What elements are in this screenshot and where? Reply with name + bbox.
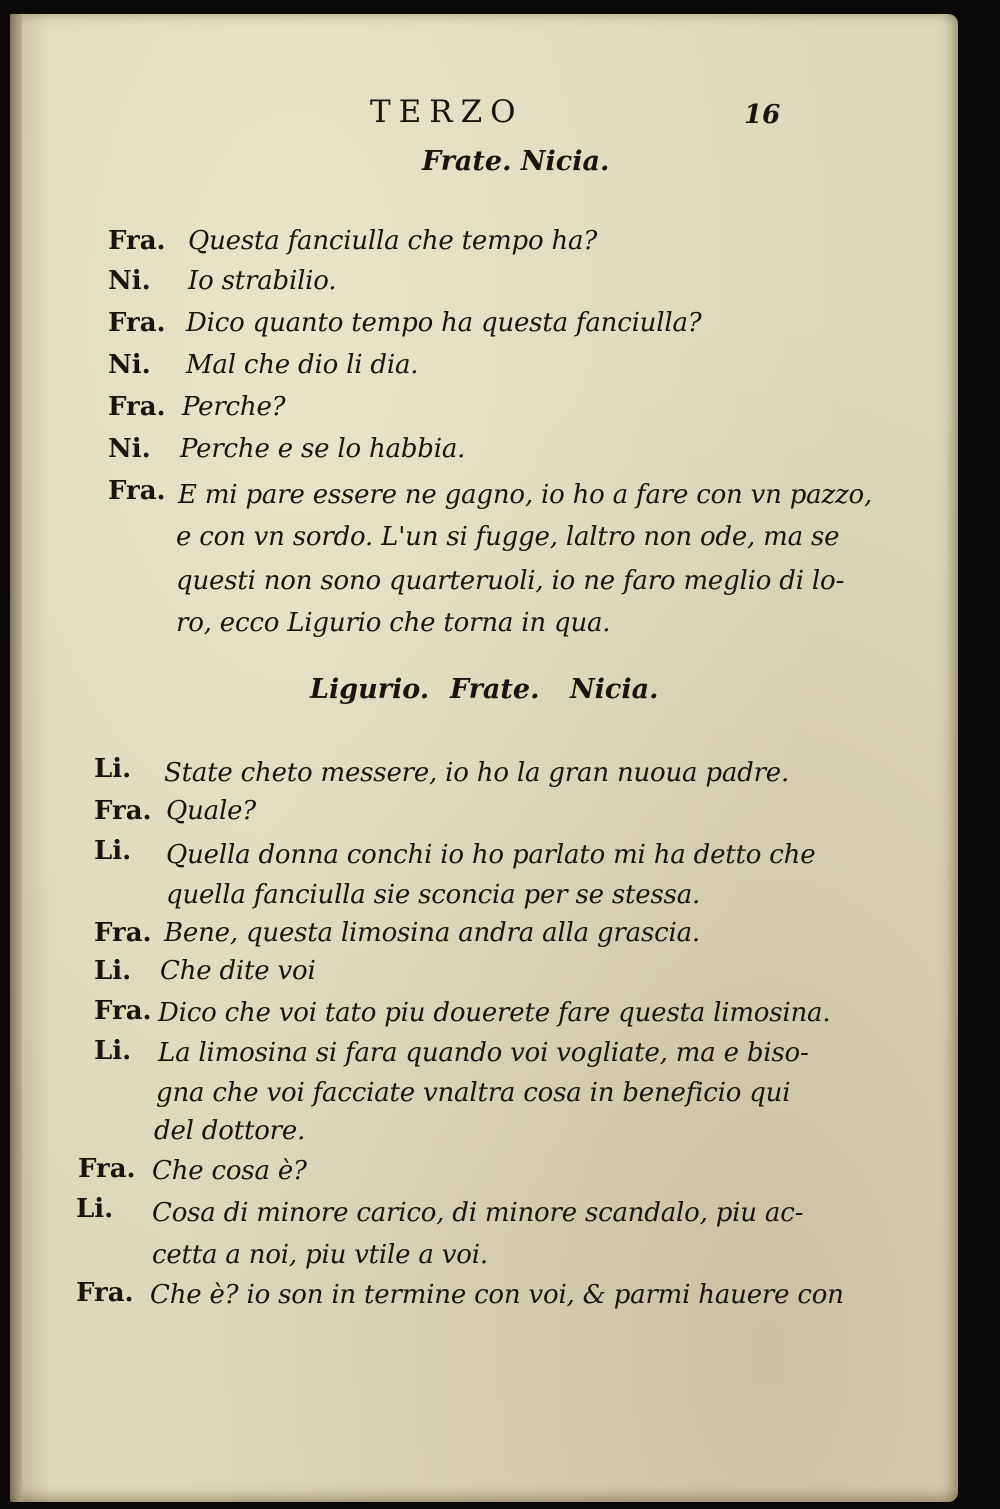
dialogue-line: La limosina si fara quando voi vogliate, ma e biso-: [158, 1038, 809, 1068]
dialogue-continuation: questi non sono quarteruoli, io ne faro meglio di lo-: [176, 566, 845, 596]
scene-heading: Frate. Nicia.: [422, 146, 610, 177]
speaker-label: Fra.: [78, 1154, 136, 1184]
scene-speaker: Ligurio.: [310, 674, 430, 705]
speaker-label: Li.: [94, 836, 132, 866]
dialogue-line: Perche e se lo habbia.: [180, 434, 466, 464]
dialogue-line: Che dite voi: [160, 956, 316, 986]
dialogue-line: E mi pare essere ne gagno, io ho a fare con vn pazzo,: [178, 480, 873, 510]
dialogue-line: Che cosa è?: [152, 1156, 307, 1186]
speaker-label: Li.: [94, 1036, 132, 1066]
dialogue-continuation: ro, ecco Ligurio che torna in qua.: [176, 608, 611, 638]
running-title: TERZO: [370, 94, 524, 130]
page-gutter: [10, 14, 22, 1502]
dialogue-continuation: e con vn sordo. L'un si fugge, laltro non ode, ma se: [176, 522, 840, 552]
speaker-label: Fra.: [108, 226, 166, 256]
dialogue-line: Questa fanciulla che tempo ha?: [188, 226, 598, 256]
speaker-label: Fra.: [94, 918, 152, 948]
dialogue-line: Bene, questa limosina andra alla grascia.: [164, 918, 700, 948]
speaker-label: Li.: [94, 754, 132, 784]
book-page: [10, 14, 958, 1502]
speaker-label: Fra.: [94, 796, 152, 826]
dialogue-line: Cosa di minore carico, di minore scandalo, piu ac-: [152, 1198, 804, 1228]
speaker-label: Ni.: [108, 434, 151, 464]
dialogue-line: del dottore.: [154, 1116, 306, 1146]
dialogue-line: Mal che dio li dia.: [186, 350, 419, 380]
dialogue-line: Perche?: [182, 392, 286, 422]
folio-number: 16: [744, 100, 781, 130]
dialogue-line: quella fanciulla sie sconcia per se stessa.: [166, 880, 701, 910]
speaker-label: Ni.: [108, 350, 151, 380]
speaker-label: Ni.: [108, 266, 151, 296]
speaker-label: Fra.: [108, 392, 166, 422]
speaker-label: Fra.: [76, 1278, 134, 1308]
dialogue-line: State cheto messere, io ho la gran nuoua padre.: [164, 758, 790, 788]
dialogue-line: Quella donna conchi io ho parlato mi ha detto che: [166, 840, 816, 870]
dialogue-line: gna che voi facciate vnaltra cosa in beneficio qui: [156, 1078, 791, 1108]
dialogue-line: cetta a noi, piu vtile a voi.: [152, 1240, 488, 1270]
dialogue-line: Io strabilio.: [188, 266, 337, 296]
scene-speaker: Frate.: [450, 674, 540, 705]
dialogue-line: Quale?: [166, 796, 257, 826]
dialogue-line: Che è? io son in termine con voi, & parmi hauere con: [150, 1280, 844, 1310]
speaker-label: Fra.: [108, 308, 166, 338]
speaker-label: Li.: [76, 1194, 114, 1224]
scene-speaker: Nicia.: [570, 674, 659, 705]
speaker-label: Fra.: [94, 996, 152, 1026]
speaker-label: Li.: [94, 956, 132, 986]
dialogue-line: Dico quanto tempo ha questa fanciulla?: [186, 308, 702, 338]
speaker-label: Fra.: [108, 476, 166, 506]
dialogue-line: Dico che voi tato piu douerete fare questa limosina.: [158, 998, 831, 1028]
